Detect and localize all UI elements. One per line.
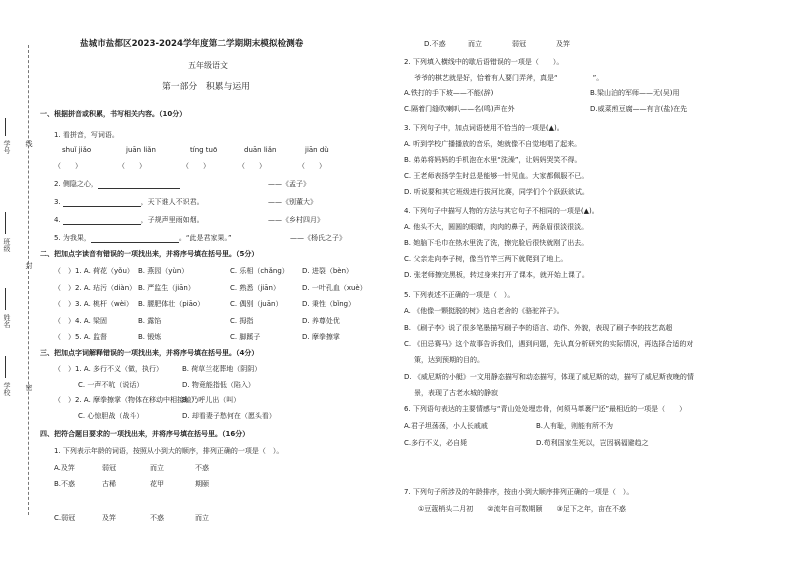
q5-option-line-6[interactable]: 景，表现了古老水城的静寂 (414, 389, 498, 397)
q1-4-source: ——《乡村四月》 (268, 216, 324, 224)
q7-prompt: 7. 下列句子所涉及的年龄排序，按由小到大顺序排列正确的一项是（ ）。 (404, 488, 634, 496)
s3-row4-opt2[interactable]: D. 却看妻子愁何在（愿头看） (182, 411, 276, 420)
margin-label-class: 班级 (3, 238, 11, 252)
s4-q1-row2-item2: 古稀 (102, 480, 116, 488)
s4-q1-prompt: 1. 下列表示年龄的词语，按照从小到大的顺序，排列正确的一项是（ ）。 (54, 447, 284, 455)
section-4-heading: 四、把符合题目要求的一项找出来，并将序号填在括号里。（16分） (40, 430, 250, 438)
q1-2-source: ——《孟子》 (268, 180, 310, 188)
answer-paren-3[interactable]: （ ） (182, 162, 210, 170)
q6-row2-opt2[interactable]: D.苟利国家生死以，岂因祸福避趋之 (536, 439, 649, 447)
answer-paren-1[interactable]: （ ） (54, 162, 82, 170)
q1-5-text: 5. 为我果， (54, 234, 91, 242)
q3-option-3[interactable]: C. 王老师表扬学生时总是能够一针见血。大家都佩服不已。 (404, 172, 589, 180)
seal-char-mi: 密 (25, 384, 33, 391)
q1-2-blank[interactable] (98, 181, 180, 189)
s2-q2-option-d[interactable]: D. 一叶孔血（xuè） (302, 283, 367, 292)
s4-q1-row1-item2: 弱冠 (102, 464, 116, 472)
q2-quote: 爷爷的棋艺就是好，恰着有人要门弄斧，真是“ ”。 (414, 74, 604, 82)
s2-q5-option-c[interactable]: C. 脚蹊子 (230, 333, 261, 341)
s3-row3-opt2[interactable]: B. 乃呼儿出（叫） (182, 396, 241, 404)
s4-q1-d-item1[interactable]: D.不惑 (424, 40, 446, 48)
q1-4-blank[interactable] (63, 217, 141, 225)
q5-option-line-5[interactable]: D. 《威尼斯的小艇》一文用静态描写和动态描写，体现了威尼斯的动，描写了威尼斯夜晚的情 (404, 373, 694, 381)
q1-3-text: ，天下谁人不识君。 (140, 198, 204, 206)
s4-q1-row1-item3: 而立 (150, 464, 164, 472)
s2-q2-option-b[interactable]: B. 严监生（jiān） (138, 283, 195, 292)
s2-q3-option-c[interactable]: C. 偶别（juān） (230, 300, 283, 308)
answer-paren-4[interactable]: （ ） (238, 162, 266, 170)
s3-row2-opt1[interactable]: C. 一声不吭（说话） (78, 380, 144, 389)
s2-q4-paren-a[interactable]: （ ）4. A. 梁固 (54, 316, 108, 325)
q7-items: ①豆蔻梢头二月初 ②流年自可数期颐 ③足下之年，亩在不惑 (418, 505, 626, 513)
section-2-heading: 二、把加点字读音有错误的一项找出来，并将序号填在括号里。（5分） (40, 250, 259, 258)
seal-dashed-line (28, 45, 29, 515)
s3-row1-opt2[interactable]: B. 荷草兰花葬地（阴阴） (182, 365, 262, 373)
q1-3-source: ——《别董大》 (268, 198, 317, 206)
s2-q1-option-c[interactable]: C. 乐相（chǎng） (230, 267, 289, 275)
s4-q1-d-item3: 弱冠 (512, 40, 526, 48)
part-heading: 第一部分 积累与运用 (162, 82, 250, 92)
pinyin-4: duān liǎn (244, 146, 277, 154)
q1-2 (54, 180, 180, 189)
s2-q4-option-c[interactable]: C. 拇指 (230, 316, 254, 325)
q4-prompt: 4. 下列句子中描写人物的方法与其它句子不相同的一项是(▲)。 (404, 207, 599, 215)
q2-prompt: 2. 下列填入横线中的歇后语错误的一项是（ ）。 (404, 58, 564, 66)
pinyin-2: juān liǎn (126, 146, 156, 154)
name-line[interactable] (5, 288, 6, 310)
s2-q5-paren-a[interactable]: （ ）5. A. 监督 (54, 333, 108, 341)
q1-4-text: ，子规声里雨如烟。 (140, 216, 204, 224)
margin-label-name: 姓名 (3, 314, 11, 328)
s3-row4-opt1[interactable]: C. 心惊胆战（战斗） (78, 411, 144, 420)
s2-q4-option-b[interactable]: B. 露馅 (138, 316, 162, 325)
q6-row2-opt1[interactable]: C.多行不义，必自毙 (404, 439, 468, 447)
q2-row1-opt2[interactable]: B.梁山泊的军师——无(吴)用 (590, 89, 680, 97)
s4-q1-row2-item4: 期颐 (195, 480, 209, 488)
q3-option-2[interactable]: B. 弟弟将妈妈的手机泡在水里“洗澡”，让妈妈哭笑不得。 (404, 156, 582, 164)
margin-label-student-id: 学号 (3, 140, 11, 154)
section-1-heading: 一、根据拼音或积累，书写相关内容。（10分） (40, 110, 187, 118)
pinyin-1: shuǐ jiǎo (62, 146, 92, 154)
s3-row2-opt2[interactable]: D. 物竟能指低（陷入） (182, 380, 255, 389)
s2-q3-paren-a[interactable]: （ ）3. A. 桃杆（wèi） (54, 300, 133, 308)
s2-q1-paren-a[interactable]: （ ）1. A. 荷花（yǒu） (54, 267, 134, 275)
s2-q3-option-d[interactable]: D. 秉性（bǐng） (302, 300, 356, 308)
q2-row2-opt1[interactable]: C.隔着门缝吹喇叭——名(鸣)声在外 (404, 105, 515, 113)
q1-1-prompt: 1. 看拼音，写词语。 (54, 131, 119, 139)
s4-q1-row3-item4: 而立 (195, 514, 209, 522)
q4-option-3[interactable]: C. 父亲走向李子树，像当竹竿三两下就爬到了地上。 (404, 255, 568, 263)
answer-paren-5[interactable]: （ ） (298, 162, 326, 170)
q6-row1-opt1[interactable]: A.君子坦荡荡，小人长戚戚 (404, 422, 488, 430)
q6-row1-opt2[interactable]: B.人有耻，则能有所不为 (536, 422, 614, 430)
q1-2-text: 2. 侧隐之心， (54, 180, 98, 188)
s2-q5-option-d[interactable]: D. 摩拳擦掌 (302, 333, 340, 341)
q1-3-blank[interactable] (63, 199, 141, 207)
s4-q1-row2-item1[interactable]: B.不惑 (54, 480, 76, 488)
s2-q3-option-b[interactable]: B. 腰肥体壮（piāo） (138, 300, 205, 308)
q5-option-line-3[interactable]: C. 《田忌赛马》这个故事告诉我们，遇到问题，先认真分析研究的实际情况，再选择合适的对 (404, 340, 694, 348)
s2-q1-option-b[interactable]: B. 燕园（yùn） (138, 267, 189, 275)
q6-prompt: 6. 下列语句表达的主要情感与“青山处处埋忠骨，何须马革裹尸还”最相近的一项是（ ） (404, 405, 687, 413)
q4-option-4[interactable]: D. 张老师擦完黑板，转过身来打开了课本，就开始上课了。 (404, 271, 589, 279)
q5-prompt: 5. 下列表述不正确的一项是（ ）。 (404, 291, 515, 299)
q1-5-source: ——《杨氏之子》 (290, 234, 346, 242)
grade-subject: 五年级语文 (188, 61, 228, 70)
class-line[interactable] (5, 212, 6, 234)
s4-q1-d-item2: 而立 (468, 40, 482, 48)
s4-q1-row3-item2: 及笄 (102, 514, 116, 522)
s2-q1-option-d[interactable]: D. 进裂（bèn） (302, 267, 354, 275)
q5-option-line-2[interactable]: B. 《刷子李》说了很多笔墨描写刷子李的语言、动作、外貌，表现了刷子李的技艺高超 (404, 324, 673, 332)
s3-row3-opt1[interactable]: （ ）2. A. 摩拳擦掌（物体在移动中相接触） (54, 396, 199, 404)
s4-q1-row1-item4: 不惑 (195, 464, 209, 472)
s4-q1-row3-item3: 不惑 (150, 514, 164, 522)
q1-4 (54, 216, 204, 225)
q2-row2-opt2[interactable]: D.威菜煎豆腐——有言(盐)在先 (590, 105, 688, 113)
s4-q1-row1-item1[interactable]: A.及笄 (54, 464, 75, 472)
q4-option-2[interactable]: B. 她脑下毛巾在热水里洗了洗，擦完脸后很快就刚了出去。 (404, 239, 589, 247)
q5-option-line-4[interactable]: 策，达到预期的目的。 (414, 356, 484, 364)
q2-row1-opt1[interactable]: A.铁打的手下坡——不能(辞) (404, 89, 494, 97)
s2-q2-paren-a[interactable]: （ ）2. A. 玷污（diàn） (54, 283, 137, 292)
s4-q1-row3-item1[interactable]: C.弱冠 (54, 514, 76, 522)
exam-title: 盐城市盐都区2023-2024学年度第二学期期末模拟检测卷 (80, 39, 304, 49)
margin-label-school: 学校 (3, 382, 11, 396)
s4-q1-d-item4: 及笄 (556, 40, 570, 48)
s3-row1-opt1[interactable]: （ ）1. A. 多行不义（做，执行） (54, 365, 164, 373)
q3-option-4[interactable]: D. 听说要和其它班级进行拔河比赛，同学们个个跃跃欲试。 (404, 188, 589, 196)
s2-q5-option-b[interactable]: B. 锻炼 (138, 333, 162, 341)
binding-margin (0, 0, 50, 561)
seal-char-feng: 封 (25, 262, 33, 269)
q1-3 (54, 198, 204, 207)
pinyin-5: jiān dù (305, 146, 329, 154)
q3-prompt: 3. 下列句子中，加点词语使用不恰当的一项是(▲)。 (404, 124, 564, 132)
q5-option-line-1[interactable]: A. 《他像一颗挺脱的树》选自老舍的《骆驼祥子》。 (404, 307, 564, 315)
s2-q4-option-d[interactable]: D. 养尊处优 (302, 316, 340, 325)
s2-q2-option-c[interactable]: C. 熟悉（jiān） (230, 283, 280, 292)
q1-4-num: 4. (54, 216, 61, 224)
q1-3-num: 3. (54, 198, 61, 206)
q4-option-1[interactable]: A. 他头不大，圆圆的眼睛，肉肉的鼻子，两条眉很淡很淡。 (404, 223, 589, 231)
q1-5-blank[interactable] (91, 235, 179, 243)
school-line[interactable] (5, 356, 6, 378)
section-3-heading: 三、把加点字词解释错误的一项找出来，并将序号填在括号里。（4分） (40, 349, 259, 357)
s4-q1-row2-item3: 花甲 (150, 480, 164, 488)
q1-5-text-end: 。“此是君家果。” (178, 234, 232, 242)
answer-paren-2[interactable]: （ ） (118, 162, 146, 170)
student-id-line[interactable] (5, 118, 6, 136)
pinyin-3: tíng tuō (190, 146, 218, 154)
q3-option-1[interactable]: A. 听到学校广播播放的音乐，她就像不自觉地唱了起来。 (404, 140, 582, 148)
q1-5 (54, 234, 232, 243)
seal-char-xian: 线 (25, 140, 33, 147)
